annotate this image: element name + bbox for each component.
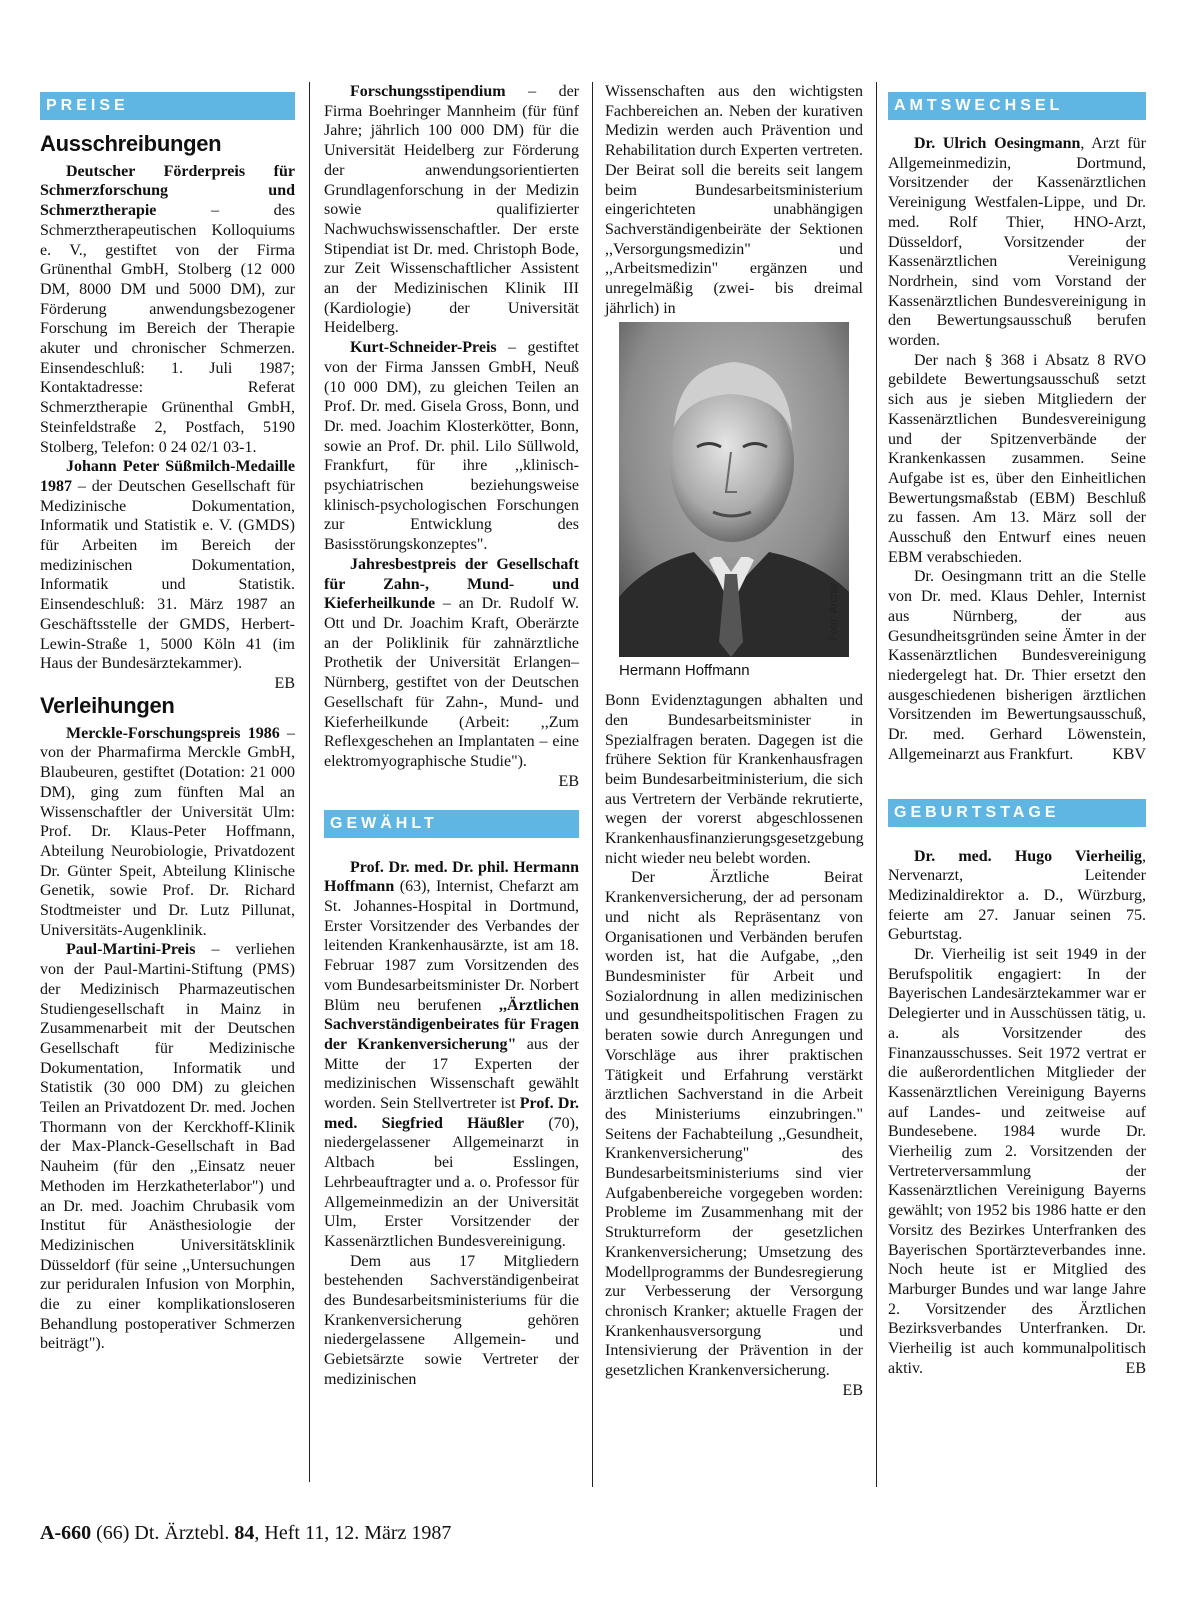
- entry-title: Prof. Dr. med. Dr. phil. Hermann Hoffmann: [324, 858, 579, 896]
- portrait-image: [619, 322, 849, 657]
- paragraph: Wissenschaften aus den wichtigsten Fachbereichen an. Neben der kurativen Medizin werden auch Prävention und Rehabilitation durch Experten vertreten. Der Beirat soll die bereits seit langem beim Bundesarbeitsministerium eingerichteten unabhängigen Sachverständigenbeiräte der Sektionen ,,Versorgungsmedizin" und ,,Arbeitsmedizin" ergänzen und unregelmäßig (zwei- bis dreimal jährlich) in: [605, 83, 863, 317]
- entry-title: Dr. Ulrich Oesingmann: [914, 135, 1081, 152]
- paragraph-text: Dr. Vierheilig ist seit 1949 in der Berufspolitik engagiert: In der Bayerischen Landesärztekammer war er Delegierter und in Ausschüssen tätig, u. a. als Vorsitzender des Finanzausschusses. Seit 1972 vertrat er die außerordentlichen Mitglieder der Kassenärztlichen Vereinigung Bayerns auf Landes- und zeitweise auf Bundesebene. 1984 wurde Dr. Vierheilig zum 2. Vorsitzenden der Vertreterversammlung der Kassenärztlichen Vereinigung Bayerns gewählt; von 1952 bis 1986 hatte er den Vorsitz des Bezirkes Unterfranken des Bayerischen Sportärzteverbandes inne. Noch heute ist er Mitglied des Marburger Bundes und war lange Jahre 2. Vorsitzender des Ärztlichen Bezirksverbandes Unterfranken. Dr. Vierheilig ist auch kommunalpolitisch aktiv.: [888, 946, 1146, 1377]
- entry-text: – des Schmerztherapeutischen Kolloquiums e. V., gestiftet von der Firma Grünenthal GmbH, Stolberg (12 000 DM, 8000 DM und 5000 DM), zur Förderung anwendungsbezogener Forschung im Bereich der Therapie akuter und chronischer Schmerzen. Einsendeschluß: 1. Juli 1987; Kontaktadresse: Referat Schmerztherapie Grünenthal GmbH, Steinfeldstraße 2, Postfach, 5190 Stolberg, Telefon: 0 24 02/1 03-1.: [40, 202, 295, 456]
- paragraph: [605, 868, 863, 1399]
- footer-issue: , Heft 11, 12. März 1987: [254, 1522, 452, 1544]
- entry-forschungsstipendium: [324, 82, 579, 338]
- entry-title: Merckle-Forschungspreis 1986: [66, 724, 280, 742]
- entry-title: Jahresbestpreis der Gesellschaft für Zahn-, Mund- und Kieferheilkunde: [324, 555, 579, 613]
- paragraph: Bonn Evidenztagungen abhalten und den Bundesarbeitsminister in Spezialfragen beraten. Dagegen ist die frühere Sektion für Krankenhausfragen beim Bundesarbeitministerium, die sich aus Vertretern der Verbände rekrutierte, wegen der vorerst abgeschlossenen Krankenhausfinanzierungsgesetzgebung nicht wieder neu belebt worden.: [605, 692, 864, 867]
- entry-title: Dr. med. Hugo Vierheilig: [914, 847, 1142, 865]
- entry-title: Forschungsstipendium: [350, 83, 506, 100]
- footer-citation: (66) Dt. Ärztebl.: [91, 1522, 235, 1544]
- column-1: [40, 82, 295, 1354]
- page-footer: [40, 1522, 451, 1545]
- author-signature: EB: [558, 772, 579, 790]
- portrait-photo: [619, 322, 849, 657]
- column-rule: [876, 82, 877, 1487]
- page-number: A-660: [40, 1522, 92, 1544]
- entry-title: Paul-Martini-Preis: [66, 941, 196, 959]
- paragraph-text: Dr. Oesingmann tritt an die Stelle von Dr. med. Klaus Dehler, Internist aus Nürnberg, der aus Gesundheitsgründen seine Ämter in der Kassenärztlichen Bundesvereinigung niedergelegt hat. Dr. Thier ersetzt den ausgeschiedenen bisherigen ärztlichen Vorsitzenden im Bewertungsausschuß, Dr. med. Gerhard Löwenstein, Allgemeinarzt aus Frankfurt.: [888, 568, 1146, 763]
- entry-text: (70), niedergelassener Allgemeinarzt in Altbach bei Esslingen, Lehrbeauftragter und a. o. Professor für Allgemeinmedizin an der Universität Ulm, Erster Vorsitzender der Kassenärztlichen Bundesvereinigung.: [324, 1114, 579, 1250]
- section-bar-gewaehlt: GEWÄHLT: [324, 810, 579, 838]
- entry-text: – gestiftet von der Firma Janssen GmbH, Neuß (10 000 DM), zu gleichen Teilen an Prof. Dr. med. Gisela Gross, Bonn, und Dr. med. Joachim Klosterkötter, Bonn, sowie an Prof. Dr. phil. Lilo Süllwold, Frankfurt, für ihre ,,klinisch-psychiatrischen beziehungsweise klinisch-psychologischen Forschungen zur Entwicklung des Basisstörungskonzeptes".: [324, 339, 579, 554]
- entry-bold: ,,Ärztlichen Sachverständigenbeirates für Fragen der Krankenversicherung": [324, 996, 579, 1053]
- author-signature: EB: [842, 1381, 863, 1399]
- entry-oesingmann: [888, 134, 1146, 351]
- section-bar-geburtstage: GEBURTSTAGE: [888, 799, 1146, 827]
- entry-jahresbestpreis: [324, 555, 579, 790]
- paragraph-text: Der Ärztliche Beirat Krankenversicherung, der ad personam und nicht als Repräsentanz von Organisationen und Verbänden berufen worden ist, hat die Aufgabe, ,,den Bundesminister für Arbeit und Sozialordnung in allen medizinischen und gesundheitspolitischen Fragen zu beraten sowie durch Anregungen und Vorschläge aus ihrer praktischen Tätigkeit und Erfahrung verstärkt ärztlichen Sachverstand in die Arbeit des Ministeriums einzubringen." Seitens der Fachabteilung ,,Gesundheit, Krankenversicherung" des Bundesarbeitsministeriums sind vier Aufgabenbereiche vorgegeben worden: Probleme im Zusammenhang mit der Strukturreform der gesetzlichen Krankenversicherung; Umsetzung des Modellprogramms der Bundesregierung zur Verbesserung der Versorgung chronisch Kranker; aktuelle Fragen der Krankenhausversorgung und Intensivierung der Prävention in der gesetzlichen Krankenversicherung.: [605, 869, 863, 1380]
- entry-merckle: [40, 724, 295, 941]
- entry-text: (63), Internist, Chefarzt am St. Johannes-Hospital in Dortmund, Erster Vorsitzender des Verbandes der leitenden Krankenhausärzte, ist am 18. Februar 1987 zum Vorsitzenden des vom Bundesarbeitsminister Dr. Norbert Blüm neu berufenen: [324, 878, 579, 1014]
- author-signature: KBV: [1112, 745, 1146, 763]
- paragraph: Dem aus 17 Mitgliedern bestehenden Sachverständigenbeirat des Bundesarbeitsministeriums für die Krankenversicherung gehören niedergelassene Allgemein- und Gebietsärzte sowie Vertreter der medizinischen: [324, 1252, 579, 1388]
- photo-credit: Foto: Archiv: [828, 583, 841, 642]
- entry-foerderpreis: [40, 162, 295, 458]
- entry-bold: Prof. Dr. med. Siegfried Häußler: [324, 1095, 580, 1132]
- entry-text: – verliehen von der Paul-Martini-Stiftung (PMS) der Medizinisch Pharmazeutischen Studiengesellschaft in Mainz in Zusammenarbeit mit der Deutschen Gesellschaft für Medizinische Dokumentation, Informatik und Statistik (30 000 DM) zu gleichen Teilen an Privatdozent Dr. med. Jochen Thormann von der Kerckhoff-Klinik der Max-Planck-Gesellschaft in Bad Nauheim (für den ,,Einsatz neuer Methoden im Herzkatheterlabor") und an Dr. med. Joachim Chrubasik vom Institut für Anästhesiologie der Medizinischen Universitätsklinik Düsseldorf (für seine ,,Untersuchungen zur periduralen Infusion von Morphin, die zu einer komplikationsloseren Behandlung postoperativer Schmerzen beiträgt").: [40, 941, 295, 1353]
- column-3: [605, 82, 863, 1400]
- paragraph: [888, 567, 1146, 764]
- entry-text: , Nervenarzt, Leitender Medizinaldirektor a. D., Würzburg, feierte am 27. Januar seinen 75. Geburtstag.: [888, 847, 1146, 944]
- entry-kurt-schneider: [324, 338, 579, 555]
- author-signature: EB: [1125, 1359, 1146, 1377]
- heading-verleihungen: Verleihungen: [40, 692, 175, 718]
- entry-title: Deutscher Förderpreis für Schmerzforschung und Schmerztherapie: [40, 162, 295, 220]
- entry-text: – an Dr. Rudolf W. Ott und Dr. Joachim Kraft, Oberärzte an der Poliklinik für zahnärztliche Prothetik der Universität Erlangen–Nürnberg, gestiftet von der Deutschen Gesellschaft für Zahn-, Mund- und Kieferheilkunde (Arbeit: ,,Zum Reflexgeschehen an Implantaten – eine elektromyographische Studie").: [324, 595, 579, 770]
- section-bar-amtswechsel: AMTSWECHSEL: [888, 92, 1146, 120]
- entry-text: , Arzt für Allgemeinmedizin, Dortmund, Vorsitzender der Kassenärztlichen Vereinigung Westfalen-Lippe, und Dr. med. Rolf Thier, HNO-Arzt, Düsseldorf, Vorsitzender der Kassenärztlichen Vereinigung Nordrhein, sind vom Vorstand der Kassenärztlichen Bundesvereinigung in den Bewertungsausschuß berufen worden.: [888, 135, 1146, 350]
- paragraph: [888, 945, 1146, 1378]
- column-rule: [592, 82, 593, 1487]
- entry-vierheilig: [888, 847, 1146, 946]
- entry-text: aus der Mitte der 17 Experten der medizinischen Wissenschaft gewählt worden. Sein Stellvertreter ist: [324, 1035, 579, 1113]
- entry-paul-martini: [40, 940, 295, 1354]
- column-2: [324, 82, 579, 1390]
- volume-number: 84: [234, 1522, 255, 1544]
- column-4: [888, 82, 1146, 1378]
- entry-suessmilch: [40, 457, 295, 692]
- paragraph: Der nach § 368 i Absatz 8 RVO gebildete Bewertungsausschuß setzt sich aus je sieben Mitgliedern der Kassenärztlichen Bundesvereinigung und der Spitzenverbände der Krankenkassen zusammen. Seine Aufgabe ist es, über den Einheitlichen Bewertungsmaßstab (EBM) Beschluß zu fassen. Am 13. März soll der Ausschuß den Entwurf eines neuen EBM verabschieden.: [888, 351, 1146, 566]
- heading-ausschreibungen: Ausschreibungen: [40, 131, 222, 156]
- entry-text: – der Deutschen Gesellschaft für Medizinische Dokumentation, Informatik und Statistik e. V. (GMDS) für Arbeiten im Bereich der medizinischen Dokumentation, Informatik und Statistik. Einsendeschluß: 31. März 1987 an Geschäftsstelle der GMDS, Herbert-Lewin-Straße 1, 5000 Köln 41 (im Haus der Bundesärztekammer).: [40, 477, 295, 673]
- entry-title: Johann Peter Süßmilch-Medaille 1987: [40, 458, 295, 495]
- entry-text: – von der Pharmafirma Merckle GmbH, Blaubeuren, gestiftet (Dotation: 21 000 DM), ging zum fünften Mal an Wissenschaftler der Universität Ulm: Prof. Dr. Klaus-Peter Hoffmann, Abteilung Neurobiologie, Privatdozent Dr. Günter Speit, Abteilung Klinische Genetik, sowie Prof. Dr. Richard Stodtmeister und Dr. Lutz Pillunat, Universitäts-Augenklinik.: [40, 724, 295, 939]
- column-rule: [309, 82, 310, 1482]
- entry-title: Kurt-Schneider-Preis: [350, 339, 497, 357]
- entry-text: – der Firma Boehringer Mannheim (für fünf Jahre; jährlich 100 000 DM) für die Universität Heidelberg zur Förderung der anwendungsorientierten Grundlagenforschung in der Medizin sowie qualifizierter Nachwuchswissenschaftler. Der erste Stipendiat ist Dr. med. Christoph Bode, zur Zeit Wissenschaftlicher Assistent an der Medizinischen Klinik III (Kardiologie) der Universität Heidelberg.: [324, 83, 579, 337]
- photo-caption: Hermann Hoffmann: [619, 662, 750, 680]
- author-signature: EB: [274, 674, 295, 692]
- section-bar-preise: PREISE: [40, 92, 295, 120]
- entry-hoffmann: [324, 858, 579, 1252]
